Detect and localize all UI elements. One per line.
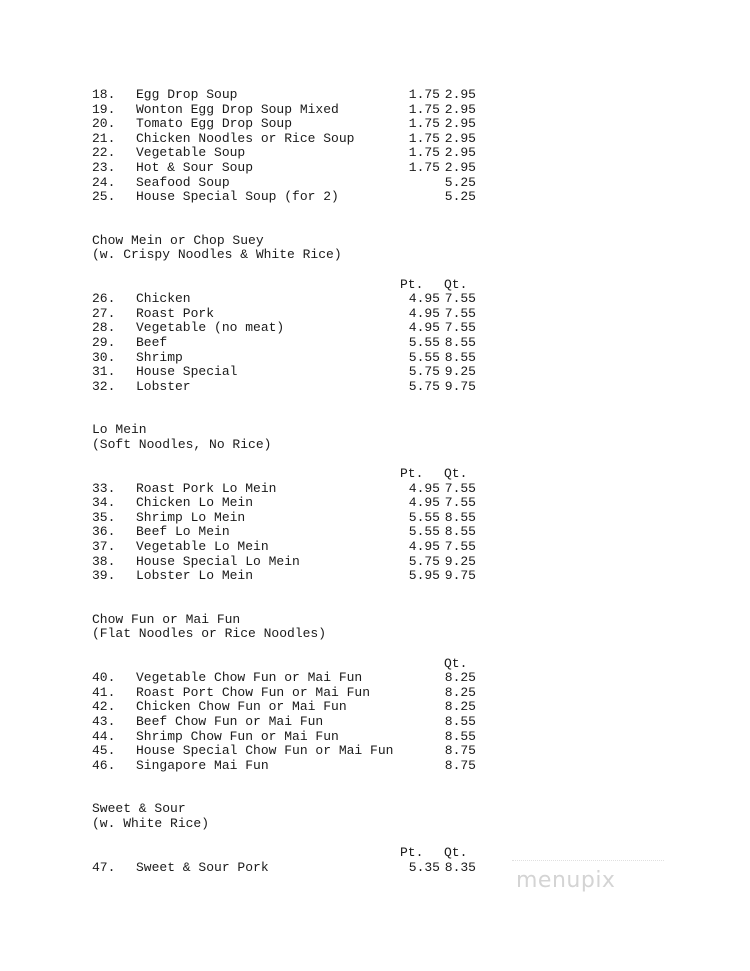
item-name: Seafood Soup [136,174,230,190]
section-title: Chow Mein or Chop Suey [92,232,264,248]
item-price-qt: 5.25 [444,174,476,190]
item-number: 34. [92,495,116,511]
column-header-pt: Pt. [400,276,424,292]
column-header-qt: Qt. [444,466,468,482]
item-name: Hot & Sour Soup [136,159,254,175]
item-number: 42. [92,699,116,715]
item-price-pt: 4.95 [408,480,440,496]
item-name: Shrimp Lo Mein [136,509,246,525]
section-lo-mein [92,423,512,584]
item-price-pt: 4.95 [408,305,440,321]
item-number: 23. [92,159,116,175]
item-price-qt: 2.95 [444,101,476,117]
item-price-qt: 9.25 [444,553,476,569]
menu-item [92,190,512,205]
menu-item [92,525,512,540]
item-name: Roast Pork [136,305,215,321]
section-sweet-sour [92,802,512,875]
section-title: Sweet & Sour [92,801,186,817]
item-price-qt: 7.55 [444,539,476,555]
item-name: Chicken Lo Mein [136,495,254,511]
menu-item [92,380,512,395]
item-price-qt: 2.95 [444,159,476,175]
item-price-pt: 5.75 [408,378,440,394]
item-number: 28. [92,320,116,336]
item-price-pt: 1.75 [408,130,440,146]
item-name: Beef [136,334,168,350]
item-name: Egg Drop Soup [136,87,238,102]
menu-item [92,555,512,570]
item-price-qt: 8.25 [444,684,476,700]
item-number: 37. [92,539,116,555]
item-name: House Special Soup (for 2) [136,189,339,205]
item-price-qt: 7.55 [444,291,476,307]
item-name: Sweet & Sour Pork [136,859,269,875]
column-header-pt: Pt. [400,845,424,861]
item-price-qt: 7.55 [444,495,476,511]
item-price-pt: 1.75 [408,87,440,102]
item-price-qt: 8.55 [444,509,476,525]
item-name: Lobster Lo Mein [136,568,254,584]
item-number: 27. [92,305,116,321]
item-number: 20. [92,116,116,132]
menu-item [92,117,512,132]
item-name: Vegetable Chow Fun or Mai Fun [136,670,363,686]
menu-item [92,482,512,497]
item-number: 21. [92,130,116,146]
item-number: 26. [92,291,116,307]
column-header-row [92,278,512,293]
column-header-qt: Qt. [444,276,468,292]
item-price-qt: 7.55 [444,305,476,321]
item-price-pt: 4.95 [408,291,440,307]
item-name: Wonton Egg Drop Soup Mixed [136,101,339,117]
item-price-qt: 9.75 [444,378,476,394]
item-number: 32. [92,378,116,394]
item-price-qt: 9.75 [444,568,476,584]
item-number: 33. [92,480,116,496]
item-price-qt: 8.55 [444,524,476,540]
item-number: 46. [92,757,116,773]
menu-item [92,161,512,176]
menu-item [92,700,512,715]
item-name: Chicken Chow Fun or Mai Fun [136,699,347,715]
item-price-pt: 5.55 [408,334,440,350]
item-name: Vegetable (no meat) [136,320,285,336]
item-name: Beef Lo Mein [136,524,230,540]
item-number: 25. [92,189,116,205]
item-number: 44. [92,728,116,744]
menu-item [92,744,512,759]
menu-item [92,671,512,686]
item-price-pt: 1.75 [408,101,440,117]
item-price-qt: 8.25 [444,699,476,715]
item-price-qt: 2.95 [444,116,476,132]
item-price-pt: 4.95 [408,495,440,511]
item-name: Roast Pork Lo Mein [136,480,277,496]
menu-item [92,351,512,366]
item-price-pt: 4.95 [408,320,440,336]
menu-item [92,146,512,161]
item-price-pt: 1.75 [408,116,440,132]
menu-item [92,176,512,191]
item-price-pt: 5.95 [408,568,440,584]
menu-item [92,496,512,511]
item-price-qt: 8.55 [444,334,476,350]
menu-item [92,540,512,555]
column-header-pt: Pt. [400,466,424,482]
section-subtitle: (Soft Noodles, No Rice) [92,436,272,452]
menu-item [92,103,512,118]
menu-item [92,292,512,307]
item-name: House Special Lo Mein [136,553,300,569]
item-number: 45. [92,743,116,759]
item-number: 40. [92,670,116,686]
menu-item [92,88,512,103]
column-header-row [92,846,512,861]
item-price-qt: 8.55 [444,713,476,729]
menupix-watermark: menupix [516,868,616,893]
section-subtitle: (w. Crispy Noodles & White Rice) [92,247,342,263]
watermark-rule [512,860,664,861]
item-price-qt: 8.75 [444,743,476,759]
item-price-qt: 5.25 [444,189,476,205]
item-number: 39. [92,568,116,584]
item-name: Shrimp Chow Fun or Mai Fun [136,728,339,744]
item-number: 41. [92,684,116,700]
item-name: Roast Port Chow Fun or Mai Fun [136,684,371,700]
item-price-pt: 5.55 [408,524,440,540]
item-price-qt: 8.55 [444,349,476,365]
section-subtitle: (w. White Rice) [92,815,210,831]
item-price-qt: 7.55 [444,480,476,496]
item-price-pt: 5.75 [408,553,440,569]
item-number: 47. [92,859,116,875]
item-price-pt: 4.95 [408,539,440,555]
menu-item [92,569,512,584]
menu-item [92,321,512,336]
soup-list [92,88,512,205]
menu-item [92,365,512,380]
item-number: 31. [92,364,116,380]
column-header-row [92,467,512,482]
item-number: 24. [92,174,116,190]
item-number: 22. [92,145,116,161]
item-number: 29. [92,334,116,350]
item-price-pt: 5.75 [408,364,440,380]
section-chow-fun [92,613,512,774]
item-price-qt: 7.55 [444,320,476,336]
column-header-row [92,657,512,672]
item-name: Chicken [136,291,191,307]
section-title: Chow Fun or Mai Fun [92,611,241,627]
item-number: 30. [92,349,116,365]
item-number: 19. [92,101,116,117]
column-header-qt: Qt. [444,655,468,671]
item-name: Singapore Mai Fun [136,757,269,773]
item-number: 38. [92,553,116,569]
menu-item [92,307,512,322]
section-subtitle: (Flat Noodles or Rice Noodles) [92,626,327,642]
item-price-qt: 2.95 [444,130,476,146]
menu-item [92,730,512,745]
item-price-qt: 8.25 [444,670,476,686]
menu-item [92,686,512,701]
item-name: House Special [136,364,238,380]
menu-item [92,336,512,351]
item-name: Vegetable Lo Mein [136,539,269,555]
item-price-qt: 8.75 [444,757,476,773]
section-chow-mein [92,234,512,395]
menu-item [92,511,512,526]
menu-page [92,88,512,875]
item-price-pt: 1.75 [408,159,440,175]
item-price-qt: 2.95 [444,87,476,102]
item-price-qt: 9.25 [444,364,476,380]
item-name: Shrimp [136,349,183,365]
item-price-qt: 8.35 [444,859,476,875]
item-number: 43. [92,713,116,729]
item-price-pt: 5.55 [408,509,440,525]
item-price-pt: 5.35 [408,859,440,875]
item-name: Lobster [136,378,191,394]
item-price-qt: 8.55 [444,728,476,744]
item-price-pt: 1.75 [408,145,440,161]
item-number: 36. [92,524,116,540]
item-name: Chicken Noodles or Rice Soup [136,130,355,146]
section-title: Lo Mein [92,422,147,438]
item-name: Vegetable Soup [136,145,246,161]
item-name: Tomato Egg Drop Soup [136,116,293,132]
menu-item [92,715,512,730]
item-number: 18. [92,87,116,102]
item-name: Beef Chow Fun or Mai Fun [136,713,324,729]
menu-item [92,132,512,147]
menu-item [92,759,512,774]
item-number: 35. [92,509,116,525]
menu-item [92,861,512,876]
item-price-qt: 2.95 [444,145,476,161]
item-name: House Special Chow Fun or Mai Fun [136,743,394,759]
item-price-pt: 5.55 [408,349,440,365]
column-header-qt: Qt. [444,845,468,861]
